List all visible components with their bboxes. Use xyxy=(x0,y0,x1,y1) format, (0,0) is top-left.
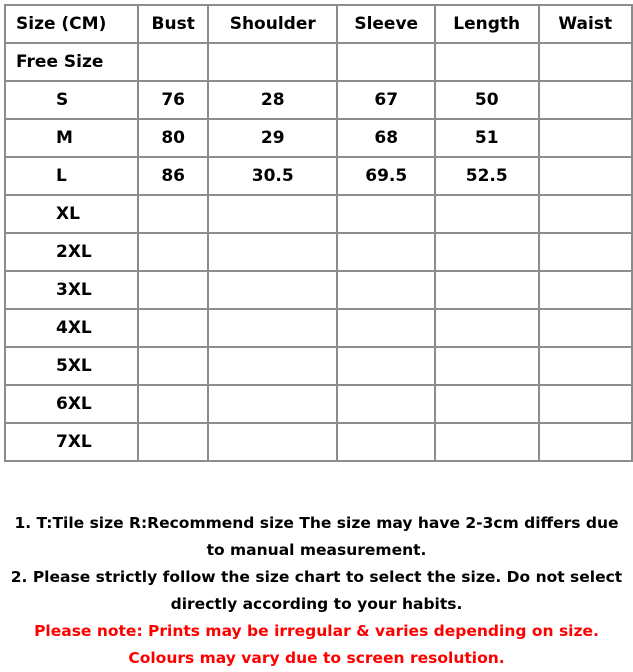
table-cell xyxy=(539,43,633,81)
table-cell xyxy=(539,347,633,385)
table-cell xyxy=(435,195,539,233)
header-cell: Bust xyxy=(138,5,208,43)
size-chart-table xyxy=(4,4,633,462)
table-cell xyxy=(138,347,208,385)
note-2-line-1: 2. Please strictly follow the size chart to select the size. Do not select xyxy=(10,568,623,586)
table-cell: 30.5 xyxy=(208,157,337,195)
header-cell: Waist xyxy=(539,5,633,43)
table-cell xyxy=(539,81,633,119)
size-label-cell: 3XL xyxy=(5,271,138,309)
size-label-cell: 5XL xyxy=(5,347,138,385)
table-cell xyxy=(138,43,208,81)
table-row xyxy=(5,119,632,157)
note-1-line-1: 1. T:Tile size R:Recommend size The size may have 2-3cm differs due xyxy=(14,514,619,532)
table-cell xyxy=(138,385,208,423)
table-cell xyxy=(435,271,539,309)
table-cell xyxy=(208,271,337,309)
header-row xyxy=(5,5,632,43)
size-label-cell: Free Size xyxy=(5,43,138,81)
table-cell xyxy=(337,233,435,271)
table-cell: 86 xyxy=(138,157,208,195)
table-cell xyxy=(337,423,435,461)
size-label-cell: 2XL xyxy=(5,233,138,271)
table-cell: 29 xyxy=(208,119,337,157)
table-row xyxy=(5,81,632,119)
table-cell: 76 xyxy=(138,81,208,119)
warning-line-1: Please note: Prints may be irregular & varies depending on size. xyxy=(34,622,599,640)
note-1-line-2: to manual measurement. xyxy=(206,541,427,559)
table-cell xyxy=(435,233,539,271)
size-label-cell: XL xyxy=(5,195,138,233)
table-cell xyxy=(208,423,337,461)
table-cell xyxy=(208,195,337,233)
size-label-cell: S xyxy=(5,81,138,119)
table-cell: 28 xyxy=(208,81,337,119)
table-cell xyxy=(208,309,337,347)
table-cell xyxy=(138,423,208,461)
table-cell xyxy=(337,271,435,309)
table-cell xyxy=(208,233,337,271)
table-cell xyxy=(539,157,633,195)
table-cell xyxy=(539,119,633,157)
table-cell xyxy=(138,233,208,271)
table-cell xyxy=(138,271,208,309)
table-cell xyxy=(435,43,539,81)
size-label-cell: M xyxy=(5,119,138,157)
table-cell xyxy=(539,271,633,309)
table-row xyxy=(5,347,632,385)
table-cell xyxy=(337,385,435,423)
table-cell xyxy=(208,385,337,423)
table-cell xyxy=(435,309,539,347)
table-cell xyxy=(208,43,337,81)
table-row xyxy=(5,271,632,309)
size-label-cell: L xyxy=(5,157,138,195)
table-cell xyxy=(208,347,337,385)
table-row xyxy=(5,157,632,195)
table-row xyxy=(5,233,632,271)
table-cell xyxy=(337,347,435,385)
table-cell xyxy=(539,195,633,233)
size-label-cell: 4XL xyxy=(5,309,138,347)
table-row xyxy=(5,309,632,347)
size-label-cell: 7XL xyxy=(5,423,138,461)
table-cell xyxy=(337,309,435,347)
table-cell xyxy=(435,423,539,461)
header-cell: Sleeve xyxy=(337,5,435,43)
warning-line-2: Colours may vary due to screen resolution. xyxy=(128,649,505,667)
table-cell: 80 xyxy=(138,119,208,157)
table-cell xyxy=(337,195,435,233)
table-row xyxy=(5,43,632,81)
table-cell: 68 xyxy=(337,119,435,157)
header-cell: Size (CM) xyxy=(5,5,138,43)
table-cell xyxy=(539,423,633,461)
table-cell xyxy=(138,309,208,347)
table-row xyxy=(5,423,632,461)
table-cell xyxy=(435,347,539,385)
table-cell: 69.5 xyxy=(337,157,435,195)
table-cell xyxy=(138,195,208,233)
notes-section xyxy=(0,510,633,672)
table-cell xyxy=(539,385,633,423)
header-cell: Shoulder xyxy=(208,5,337,43)
table-row xyxy=(5,385,632,423)
table-cell: 50 xyxy=(435,81,539,119)
header-cell: Length xyxy=(435,5,539,43)
table-cell xyxy=(337,43,435,81)
table-cell xyxy=(435,385,539,423)
table-cell xyxy=(539,233,633,271)
table-cell: 67 xyxy=(337,81,435,119)
table-cell: 52.5 xyxy=(435,157,539,195)
table-row xyxy=(5,195,632,233)
table-cell xyxy=(539,309,633,347)
size-label-cell: 6XL xyxy=(5,385,138,423)
size-chart-body xyxy=(5,5,632,461)
table-cell: 51 xyxy=(435,119,539,157)
note-2-line-2: directly according to your habits. xyxy=(170,595,463,613)
